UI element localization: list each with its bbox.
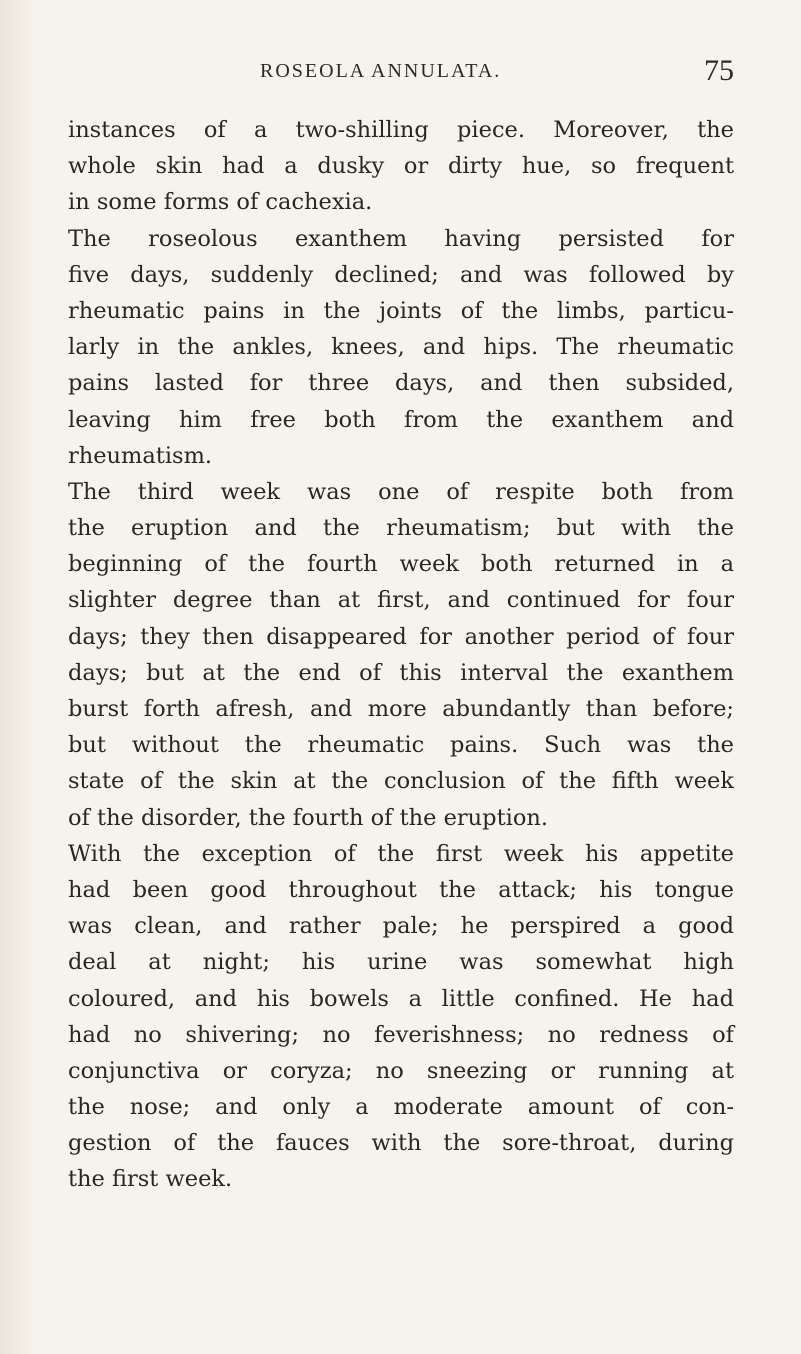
text-line: days; but at the end of this interval the exanthem	[68, 659, 734, 686]
text-line: The third week was one of respite both from	[68, 478, 734, 505]
text-line: pains lasted for three days, and then subsided,	[68, 370, 734, 397]
text-line: rheumatism.	[68, 442, 213, 469]
text-line: the first week.	[68, 1166, 233, 1193]
text-line: state of the skin at the conclusion of the fifth week	[68, 768, 734, 795]
text-line: conjunctiva or coryza; no sneezing or running at	[68, 1057, 734, 1084]
body-text	[68, 112, 734, 1198]
text-line: the eruption and the rheumatism; but with the	[68, 515, 734, 542]
text-line: the nose; and only a moderate amount of con-	[68, 1094, 734, 1121]
text-line: beginning of the fourth week both returned in a	[68, 551, 734, 578]
text-line: The roseolous exanthem having persisted for	[68, 225, 734, 252]
page-spine-shadow	[0, 0, 34, 1354]
text-line: had been good throughout the attack; his tongue	[68, 876, 734, 903]
text-line: whole skin had a dusky or dirty hue, so frequent	[68, 153, 734, 180]
text-line: in some forms of cachexia.	[68, 189, 373, 216]
running-head	[68, 56, 734, 90]
text-line: burst forth afresh, and more abundantly than before;	[68, 696, 734, 722]
text-line: slighter degree than at first, and continued for four	[68, 587, 734, 614]
text-line: leaving him free both from the exanthem and	[68, 406, 734, 433]
text-line: days; they then disappeared for another period of four	[68, 623, 734, 650]
page-number: 75	[704, 54, 734, 87]
text-line: but without the rheumatic pains. Such was the	[68, 732, 734, 759]
text-line: gestion of the fauces with the sore-throat, during	[68, 1130, 734, 1157]
text-line: instances of a two-shilling piece. Moreover, the	[68, 117, 734, 143]
text-line: rheumatic pains in the joints of the limbs, particu-	[68, 297, 734, 324]
text-line: With the exception of the first week his appetite	[68, 840, 734, 867]
text-line: of the disorder, the fourth of the eruption.	[68, 804, 549, 831]
text-line: had no shivering; no feverishness; no redness of	[68, 1021, 734, 1048]
text-line: five days, suddenly declined; and was followed by	[68, 261, 734, 288]
text-line: coloured, and his bowels a little confined. He had	[68, 985, 734, 1012]
text-line: was clean, and rather pale; he perspired a good	[68, 913, 734, 940]
text-line: larly in the ankles, knees, and hips. The rheumatic	[68, 334, 734, 361]
text-line: deal at night; his urine was somewhat high	[68, 949, 734, 976]
running-title: ROSEOLA ANNULATA.	[260, 60, 502, 82]
